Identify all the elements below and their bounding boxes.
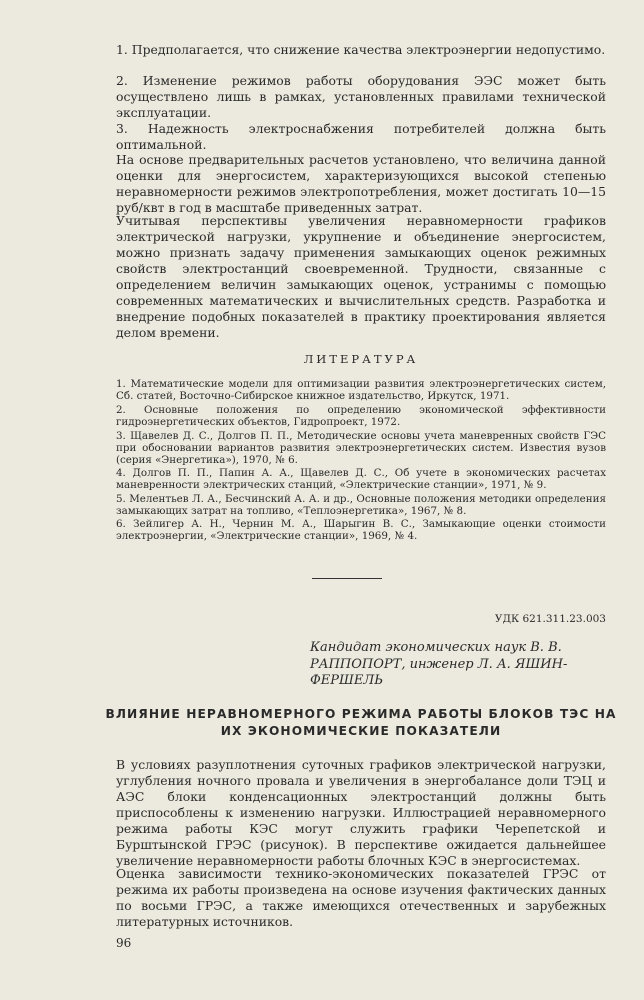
reference-item: 6. Зейлигер А. Н., Чернин М. А., Шарыгин В. С., Замыкающие оценки стоимости электроэнергии, «Электрические станции», 1969, № 4. [116, 518, 606, 543]
reference-item: 4. Долгов П. П., Папин А. А., Щавелев Д. С., Об учете в экономических расчетах маневренности электрических станций, «Электрические станции», 1971, № 9. [116, 467, 606, 492]
reference-item: 1. Математические модели для оптимизации развития электроэнергетических систем, Сб. статей, Восточно-Сибирское книжное издательство, Иркутск, 1971. [116, 378, 606, 403]
paragraph-condition-1: 1. Предполагается, что снижение качества электроэнергии недопустимо. [116, 42, 606, 57]
reference-item: 3. Щавелев Д. С., Долгов П. П., Методические основы учета маневренных свойств ГЭС при обосновании вариантов развития электроэнергетических систем. Известия вузов (серия «Энергетика»), 1970, № 6. [116, 430, 606, 467]
article-title: ВЛИЯНИЕ НЕРАВНОМЕРНОГО РЕЖИМА РАБОТЫ БЛОКОВ ТЭС НА ИХ ЭКОНОМИЧЕСКИЕ ПОКАЗАТЕЛИ [105, 707, 617, 738]
literature-heading: ЛИТЕРАТУРА [303, 352, 419, 366]
reference-item: 2. Основные положения по определению экономической эффективности гидроэнергетических объектов, Гидропроект, 1972. [116, 404, 606, 429]
paragraph-condition-3: 3. Надежность электроснабжения потребителей должна быть оптимальной. [116, 121, 606, 152]
section-divider [312, 578, 382, 579]
page-number: 96 [116, 936, 132, 950]
article-authors: Кандидат экономических наук В. В. РАППОПОРТ, инженер Л. А. ЯШИН-ФЕРШЕЛЬ [310, 640, 568, 688]
paragraph-estimate: На основе предварительных расчетов установлено, что величина данной оценки для энергосистем, характеризующихся высокой степенью неравномерности режимов электропотребления, может достигать 10—15 руб/квт в год в масштабе приведенных затрат. [116, 152, 606, 215]
article-paragraph-method: Оценка зависимости технико-экономических показателей ГРЭС от режима их работы произведена на основе изучения фактических данных по восьми ГРЭС, а также имеющихся отечественных и зарубежных литературных источников. [116, 866, 606, 929]
reference-item: 5. Мелентьев Л. А., Бесчинский А. А. и др., Основные положения методики определения замыкающих затрат на топливо, «Теплоэнергетика», 1967, № 8. [116, 493, 606, 518]
paragraph-conclusion: Учитывая перспективы увеличения неравномерности графиков электрической нагрузки, укрупнение и объединение энергосистем, можно признать задачу применения замыкающих оценок режимных свойств электростанций своевременной. Трудности, связанные с определением величин замыкающих оценок, устранимы с помощью современных математических и вычислительных средств. Разработка и внедрение подобных показателей в практику проектирования является делом времени. [116, 213, 606, 340]
article-paragraph-intro: В условиях разуплотнения суточных графиков электрической нагрузки, углубления ночного провала и увеличения в энергобалансе доли ТЭЦ и АЭС блоки конденсационных электростанций должны быть приспособлены к изменению нагрузки. Иллюстрацией неравномерного режима работы КЭС могут служить графики Черепетской и Бурштынской ГРЭС (рисунок). В перспективе ожидается дальнейшее увеличение неравномерности работы блочных КЭС в энергосистемах. [116, 757, 606, 868]
paragraph-condition-2: 2. Изменение режимов работы оборудования ЭЭС может быть осуществлено лишь в рамках, установленных правилами технической эксплуатации. [116, 73, 606, 120]
udk-code: УДК 621.311.23.003 [494, 613, 606, 625]
